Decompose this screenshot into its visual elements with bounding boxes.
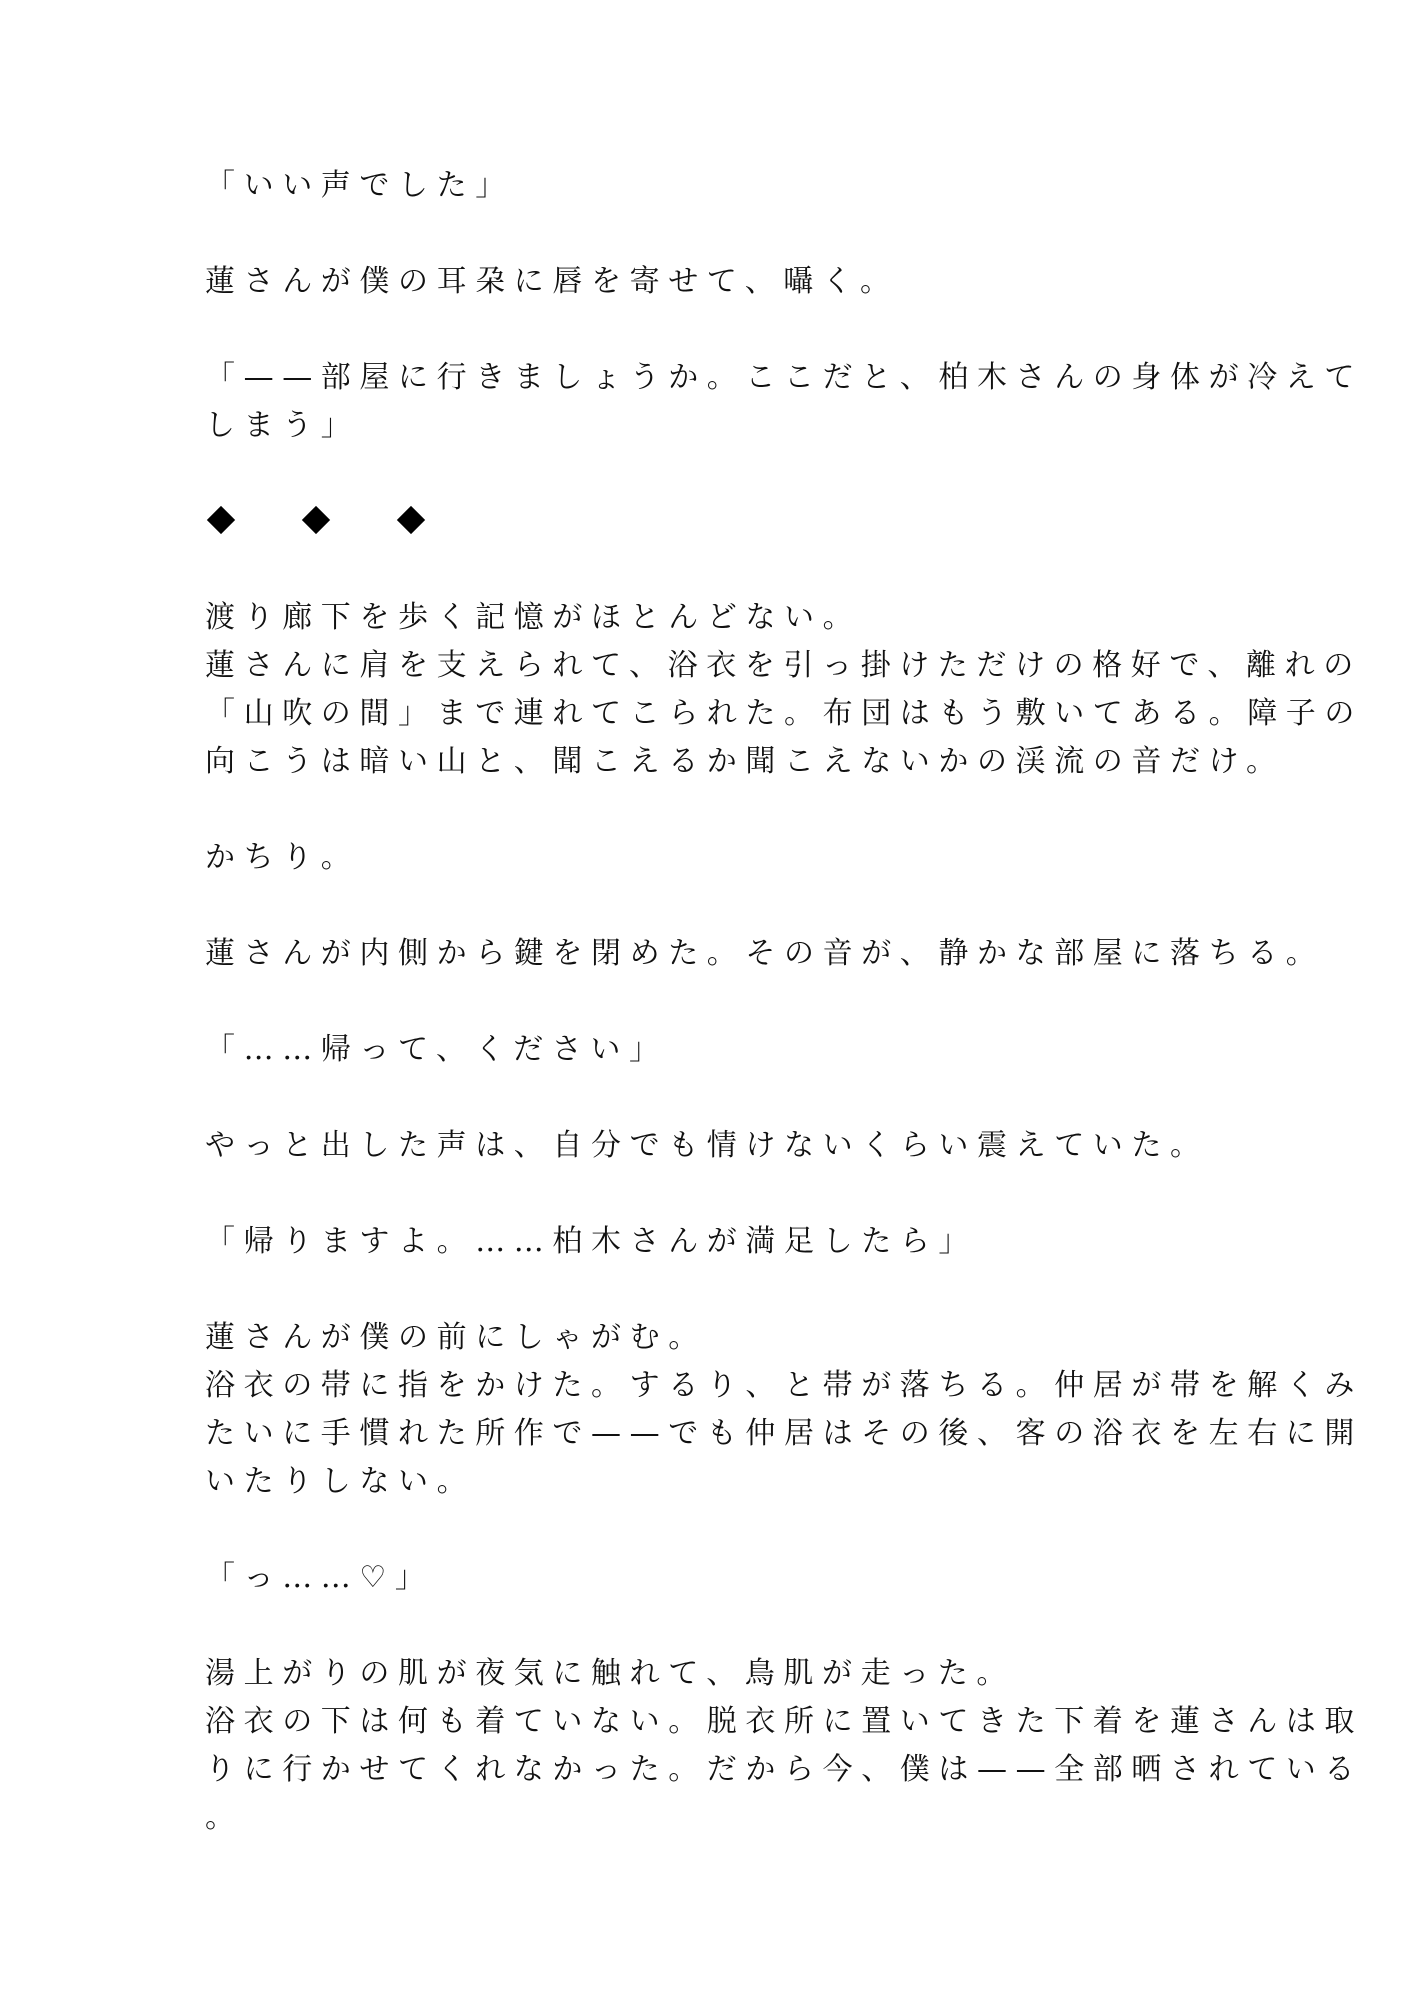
paragraph: [205, 258, 1185, 306]
paragraph-gap: [205, 210, 1185, 258]
text-line: 蓮さんが僕の前にしゃがむ。: [205, 1320, 707, 1355]
paragraph-gap: [205, 546, 1185, 594]
text-line: いたりしない。: [205, 1464, 476, 1499]
paragraph: [205, 1218, 1185, 1266]
text-line: 湯上がりの肌が夜気に触れて、鳥肌が走った。: [205, 1656, 1015, 1691]
paragraph: [205, 1554, 1185, 1602]
text-line: やっと出した声は、自分でも情けないくらい震えていた。: [205, 1128, 1209, 1163]
text-line: 浴衣の下は何も着ていない。脱衣所に置いてきた下着を蓮さんは取: [205, 1704, 1363, 1739]
paragraph-gap: [205, 786, 1185, 834]
text-line: 「っ……♡」: [205, 1560, 434, 1595]
text-line: たいに手慣れた所作で——でも仲居はその後、客の浴衣を左右に開: [205, 1416, 1363, 1451]
section-divider: [205, 498, 1185, 546]
text-line: 「帰りますよ。……柏木さんが満足したら」: [205, 1224, 977, 1259]
paragraph-gap: [205, 1074, 1185, 1122]
text-line: 。: [205, 1800, 244, 1835]
paragraph: [205, 594, 1363, 786]
paragraph-gap: [205, 1170, 1185, 1218]
text-line: 「いい声でした」: [205, 168, 514, 203]
text-line: 蓮さんが内側から鍵を閉めた。その音が、静かな部屋に落ちる。: [205, 936, 1325, 971]
paragraph: [205, 930, 1325, 978]
diamond-icon: [397, 506, 425, 534]
paragraph-gap: [205, 306, 1185, 354]
text-line: かちり。: [205, 840, 360, 875]
body-text: [205, 162, 1363, 1842]
text-line: 浴衣の帯に指をかけた。するり、と帯が落ちる。仲居が帯を解くみ: [205, 1368, 1363, 1403]
text-line: しまう」: [205, 408, 360, 443]
paragraph-gap: [205, 1602, 1185, 1650]
text-line: 蓮さんに肩を支えられて、浴衣を引っ掛けただけの格好で、離れの: [205, 648, 1362, 683]
paragraph: [205, 1122, 1209, 1170]
diamond-icon: [207, 506, 235, 534]
text-line: 「——部屋に行きましょうか。ここだと、柏木さんの身体が冷えて: [205, 360, 1363, 395]
text-line: 蓮さんが僕の耳朶に唇を寄せて、囁く。: [205, 264, 899, 299]
paragraph: [205, 834, 1185, 882]
paragraph: [205, 1026, 1185, 1074]
paragraph-gap: [205, 1506, 1185, 1554]
paragraph: [205, 1314, 1363, 1506]
paragraph: [205, 354, 1363, 450]
diamond-icon: [302, 506, 330, 534]
paragraph-gap: [205, 1266, 1185, 1314]
text-line: 「……帰って、ください」: [205, 1032, 668, 1067]
paragraph-gap: [205, 882, 1185, 930]
text-line: 向こうは暗い山と、聞こえるか聞こえないかの渓流の音だけ。: [205, 744, 1285, 779]
text-line: 「山吹の間」まで連れてこられた。布団はもう敷いてある。障子の: [205, 696, 1363, 731]
paragraph: [205, 1650, 1363, 1842]
paragraph-gap: [205, 978, 1185, 1026]
text-line: 渡り廊下を歩く記憶がほとんどない。: [205, 600, 862, 635]
paragraph: [205, 162, 1185, 210]
paragraph-gap: [205, 450, 1185, 498]
text-line: りに行かせてくれなかった。だから今、僕は——全部晒されている: [205, 1752, 1363, 1787]
